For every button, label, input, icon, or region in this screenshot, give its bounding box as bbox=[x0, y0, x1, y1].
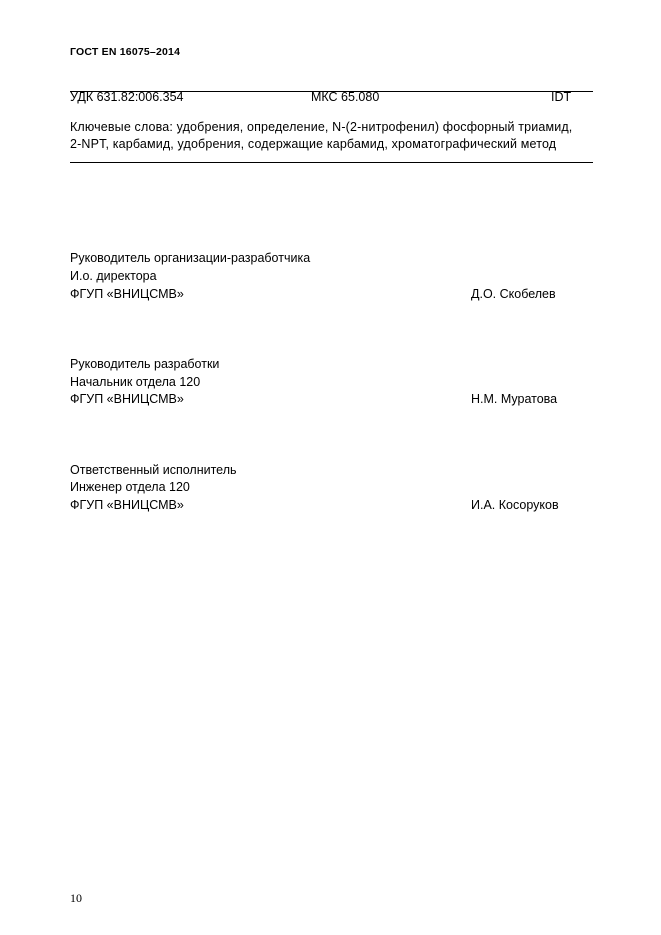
signature-position: Начальник отдела 120 bbox=[70, 375, 201, 389]
keywords-line-2: 2-NPT, карбамид, удобрения, содержащие карбамид, хроматографический метод bbox=[70, 137, 557, 151]
keywords-line-1: Ключевые слова: удобрения, определение, N-(2-нитрофенил) фосфорный триамид, bbox=[70, 120, 573, 134]
mks-code: МКС 65.080 bbox=[311, 90, 380, 104]
udk-code: УДК 631.82:006.354 bbox=[70, 90, 184, 104]
signature-name: И.А. Косоруков bbox=[471, 498, 559, 512]
signature-role: Ответственный исполнитель bbox=[70, 463, 237, 477]
signature-position: Инженер отдела 120 bbox=[70, 480, 190, 494]
page-number: 10 bbox=[70, 891, 82, 905]
signature-organization: ФГУП «ВНИЦСМВ» bbox=[70, 392, 184, 406]
keywords-block bbox=[70, 119, 595, 153]
keywords-divider bbox=[70, 162, 593, 163]
signature-name: Н.М. Муратова bbox=[471, 392, 558, 406]
signature-organization: ФГУП «ВНИЦСМВ» bbox=[70, 498, 184, 512]
signature-position: И.о. директора bbox=[70, 269, 157, 283]
signature-name: Д.О. Скобелев bbox=[471, 287, 556, 301]
signature-role: Руководитель разработки bbox=[70, 357, 220, 371]
signature-role: Руководитель организации-разработчика bbox=[70, 251, 311, 265]
signature-organization: ФГУП «ВНИЦСМВ» bbox=[70, 287, 184, 301]
document-header: ГОСТ EN 16075–2014 bbox=[70, 46, 181, 58]
degree-of-correspondence: IDT bbox=[551, 90, 572, 104]
